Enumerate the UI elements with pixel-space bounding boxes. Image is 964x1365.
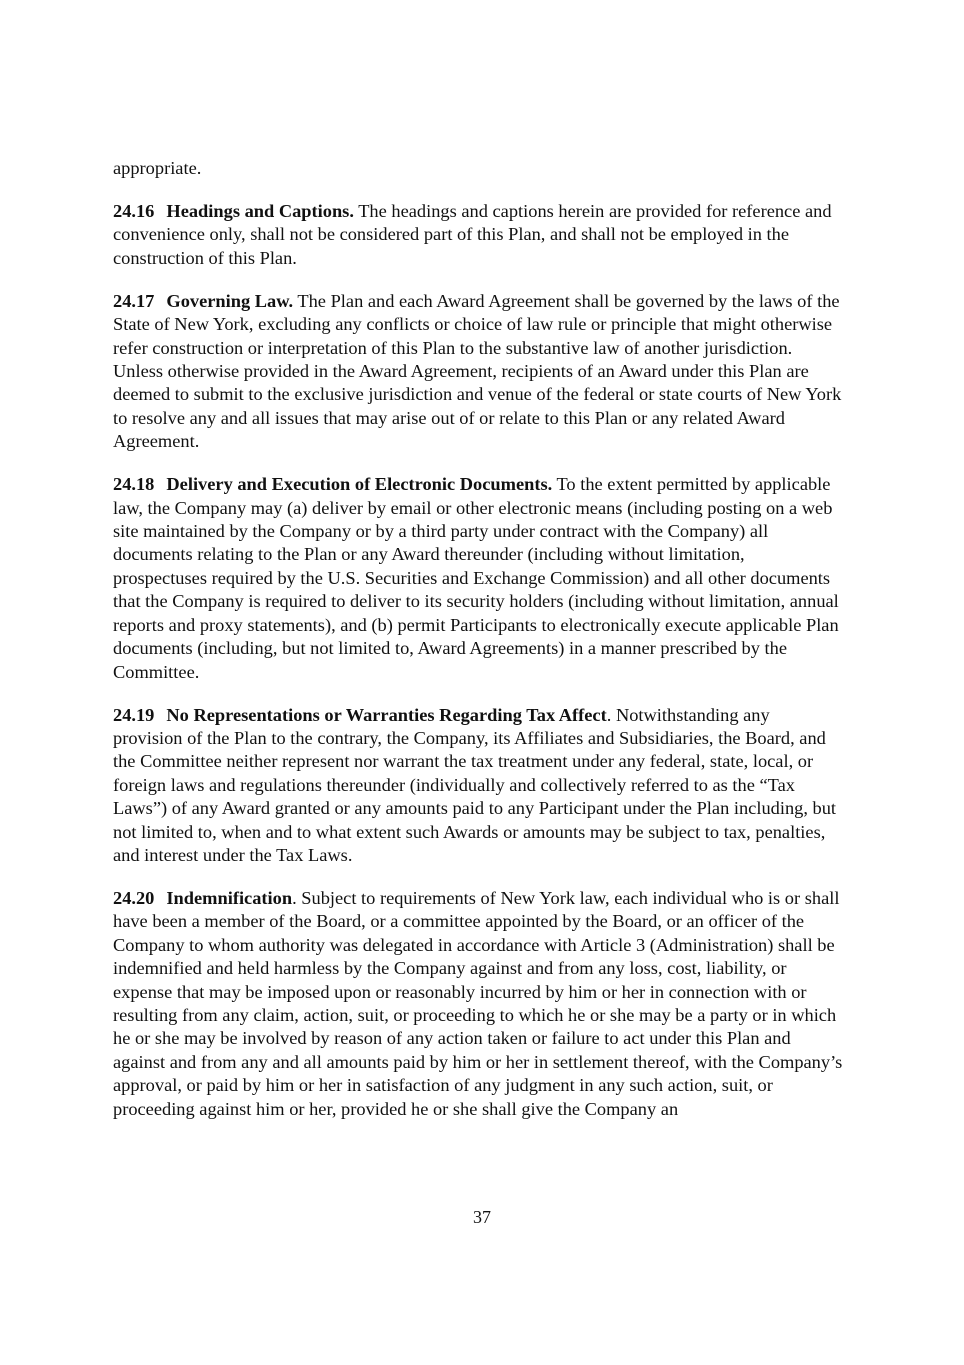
section-number: 24.19 [113,704,155,725]
section-heading: Governing Law. [166,290,294,311]
section-heading-punct: . [292,887,297,908]
section-number: 24.20 [113,887,155,908]
section-heading: Indemnification [166,887,293,908]
section-number: 24.17 [113,290,155,311]
section-24-18 [113,473,843,684]
section-body: To the extent permitted by applicable law, the Company may (a) deliver by email or other electronic means (including posting on a web site maintained by the Company or by a third party under contract with the Company) all documents relating to the Plan or any Award thereunder (including without limitation, prospectuses required by the U.S. Securities and Exchange Commission) and all other documents that the Company is required to deliver to its security holders (including without limitation, annual reports and proxy statements), and (b) permit Participants to electronically execute applicable Plan documents (including, but not limited to, Award Agreements) in a manner prescribed by the Committee. [113,474,839,682]
section-body: Notwithstanding any provision of the Plan to the contrary, the Company, its Affiliates and Subsidiaries, the Board, and the Committee neither represent nor warrant the tax treatment under any federal, state, local, or foreign laws and regulations thereunder (individually and collectively referred to as the “Tax Laws”) of any Award granted or any amounts paid to any Participant under the Plan including, but not limited to, when and to what extent such Awards or amounts may be subject to tax, penalties, and interest under the Tax Laws. [113,704,837,865]
section-body: Subject to requirements of New York law, each individual who is or shall have been a member of the Board, or a committee appointed by the Board, or an officer of the Company to whom authority was delegated in accordance with Article 3 (Administration) shall be indemnified and held harmless by the Company against and from any loss, cost, liability, or expense that may be imposed upon or reasonably incurred by him or her in connection with or resulting from any claim, action, suit, or proceeding to which he or she may be a party or in which he or she may be involved by reason of any action taken or failure to act under this Plan and against and from any and all amounts paid by him or her in settlement thereof, with the Company’s approval, or paid by him or her in satisfaction of any judgment in any such action, suit, or proceeding against him or her, provided he or she shall give the Company an [113,887,843,1119]
section-24-19 [113,704,843,868]
continuation-text: appropriate. [113,158,202,178]
section-number: 24.18 [113,474,155,495]
section-24-20 [113,887,843,1121]
document-page [113,157,843,1141]
page-number: 37 [473,1207,491,1227]
section-heading: Headings and Captions. [166,201,354,221]
section-heading: Delivery and Execution of Electronic Documents. [166,474,553,495]
section-heading: No Representations or Warranties Regarding Tax Affect [166,704,607,725]
section-heading-punct: . [606,704,612,725]
section-24-17 [113,290,843,454]
section-body: The headings and captions herein are provided for reference and convenience only, shall not be considered part of this Plan, and shall not be employed in the construction of this Plan. [113,201,832,268]
section-number: 24.16 [113,201,155,221]
section-body: The Plan and each Award Agreement shall be governed by the laws of the State of New York, excluding any conflicts or choice of law rule or principle that might otherwise refer construction or interpretation of this Plan to the substantive law of another jurisdiction. Unless otherwise provided in the Award Agreement, recipients of an Award under this Plan are deemed to submit to the exclusive jurisdiction and venue of the federal or state courts of New York to resolve any and all issues that may arise out of or relate to this Plan or any related Award Agreement. [113,290,842,452]
section-24-16 [113,200,843,270]
